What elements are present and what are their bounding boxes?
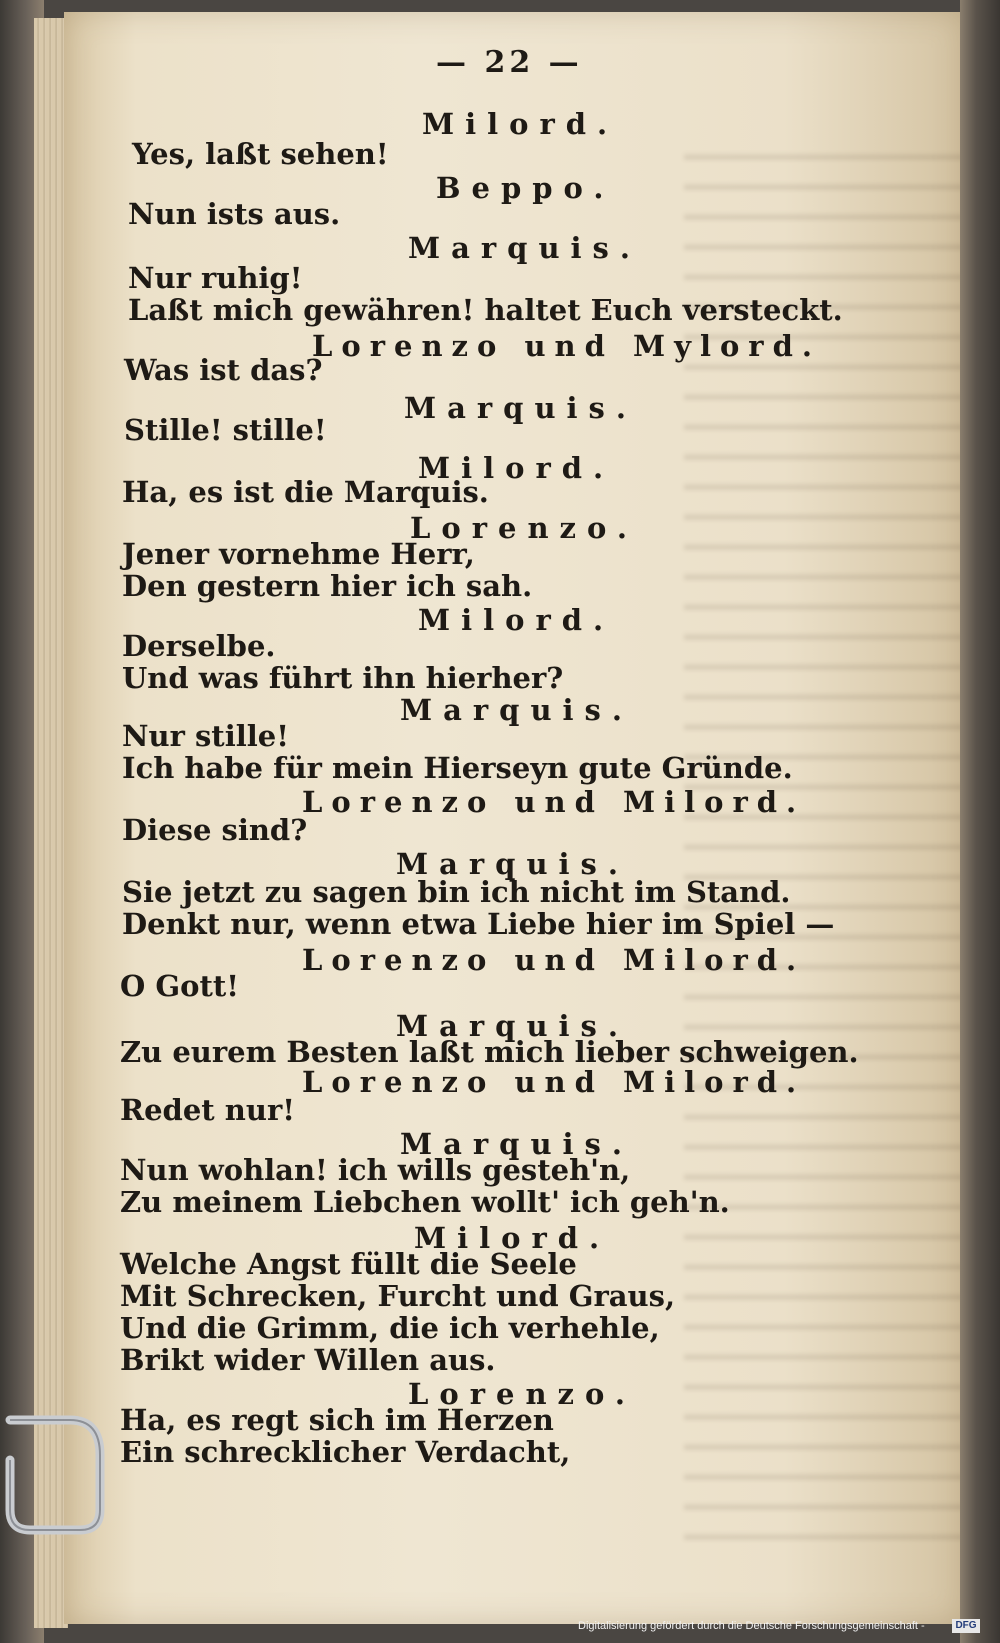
- speaker-label: Milord.: [422, 107, 619, 141]
- speaker-label: Marquis.: [396, 847, 629, 881]
- speaker-label: Marquis.: [408, 231, 641, 265]
- text-line: Derselbe.: [122, 629, 276, 663]
- text-line: Redet nur!: [120, 1093, 295, 1127]
- speaker-label: Lorenzo und Milord.: [302, 943, 806, 977]
- text-line: Yes, laßt sehen!: [132, 137, 389, 171]
- speaker-label: Lorenzo.: [408, 1377, 636, 1411]
- text-line: Diese sind?: [122, 813, 308, 847]
- speaker-label: Milord.: [418, 451, 615, 485]
- digitization-credit: Digitalisierung gefördert durch die Deutsche Forschungsgemeinschaft -: [578, 1620, 925, 1632]
- speaker-label: Marquis.: [404, 391, 637, 425]
- text-line: Nur stille!: [122, 719, 289, 753]
- text-line: Und was führt ihn hierher?: [122, 661, 564, 695]
- text-line: Was ist das?: [124, 353, 323, 387]
- text-line: Ha, es ist die Marquis.: [122, 475, 489, 509]
- page-number: — 22 —: [436, 45, 583, 80]
- text-line: Jener vornehme Herr,: [122, 537, 475, 571]
- text-line: Stille! stille!: [124, 413, 327, 447]
- text-line: Ein schrecklicher Verdacht,: [120, 1435, 571, 1469]
- text-line: Nur ruhig!: [128, 261, 303, 295]
- speaker-label: Marquis.: [396, 1009, 629, 1043]
- text-line: Welche Angst füllt die Seele: [120, 1247, 577, 1281]
- text-line: Mit Schrecken, Furcht und Graus,: [120, 1279, 676, 1313]
- speaker-label: Marquis.: [400, 693, 633, 727]
- speaker-label: Lorenzo.: [410, 511, 638, 545]
- text-line: Den gestern hier ich sah.: [122, 569, 533, 603]
- speaker-label: Lorenzo und Mylord.: [312, 329, 821, 363]
- text-line: O Gott!: [120, 969, 239, 1003]
- speaker-label: Milord.: [418, 603, 615, 637]
- text-line: Laßt mich gewähren! haltet Euch versteckt.: [128, 293, 843, 327]
- text-line: Ich habe für mein Hierseyn gute Gründe.: [122, 751, 793, 785]
- text-line: Brikt wider Willen aus.: [120, 1343, 496, 1377]
- dfg-logo: DFG: [952, 1619, 980, 1633]
- text-line: Zu meinem Liebchen wollt' ich geh'n.: [120, 1185, 730, 1219]
- text-line: Und die Grimm, die ich verhehle,: [120, 1311, 660, 1345]
- speaker-label: Lorenzo und Milord.: [302, 1065, 806, 1099]
- speaker-label: Lorenzo und Milord.: [302, 785, 806, 819]
- text-line: Zu eurem Besten laßt mich lieber schweigen.: [120, 1035, 859, 1069]
- speaker-label: Milord.: [414, 1221, 611, 1255]
- text-line: Nun wohlan! ich wills gesteh'n,: [120, 1153, 631, 1187]
- text-line: Sie jetzt zu sagen bin ich nicht im Stand.: [122, 875, 791, 909]
- text-line: Denkt nur, wenn etwa Liebe hier im Spiel —: [122, 907, 835, 941]
- text-line: Nun ists aus.: [128, 197, 341, 231]
- speaker-label: Beppo.: [436, 171, 615, 205]
- text-line: Ha, es regt sich im Herzen: [120, 1403, 554, 1437]
- speaker-label: Marquis.: [400, 1127, 633, 1161]
